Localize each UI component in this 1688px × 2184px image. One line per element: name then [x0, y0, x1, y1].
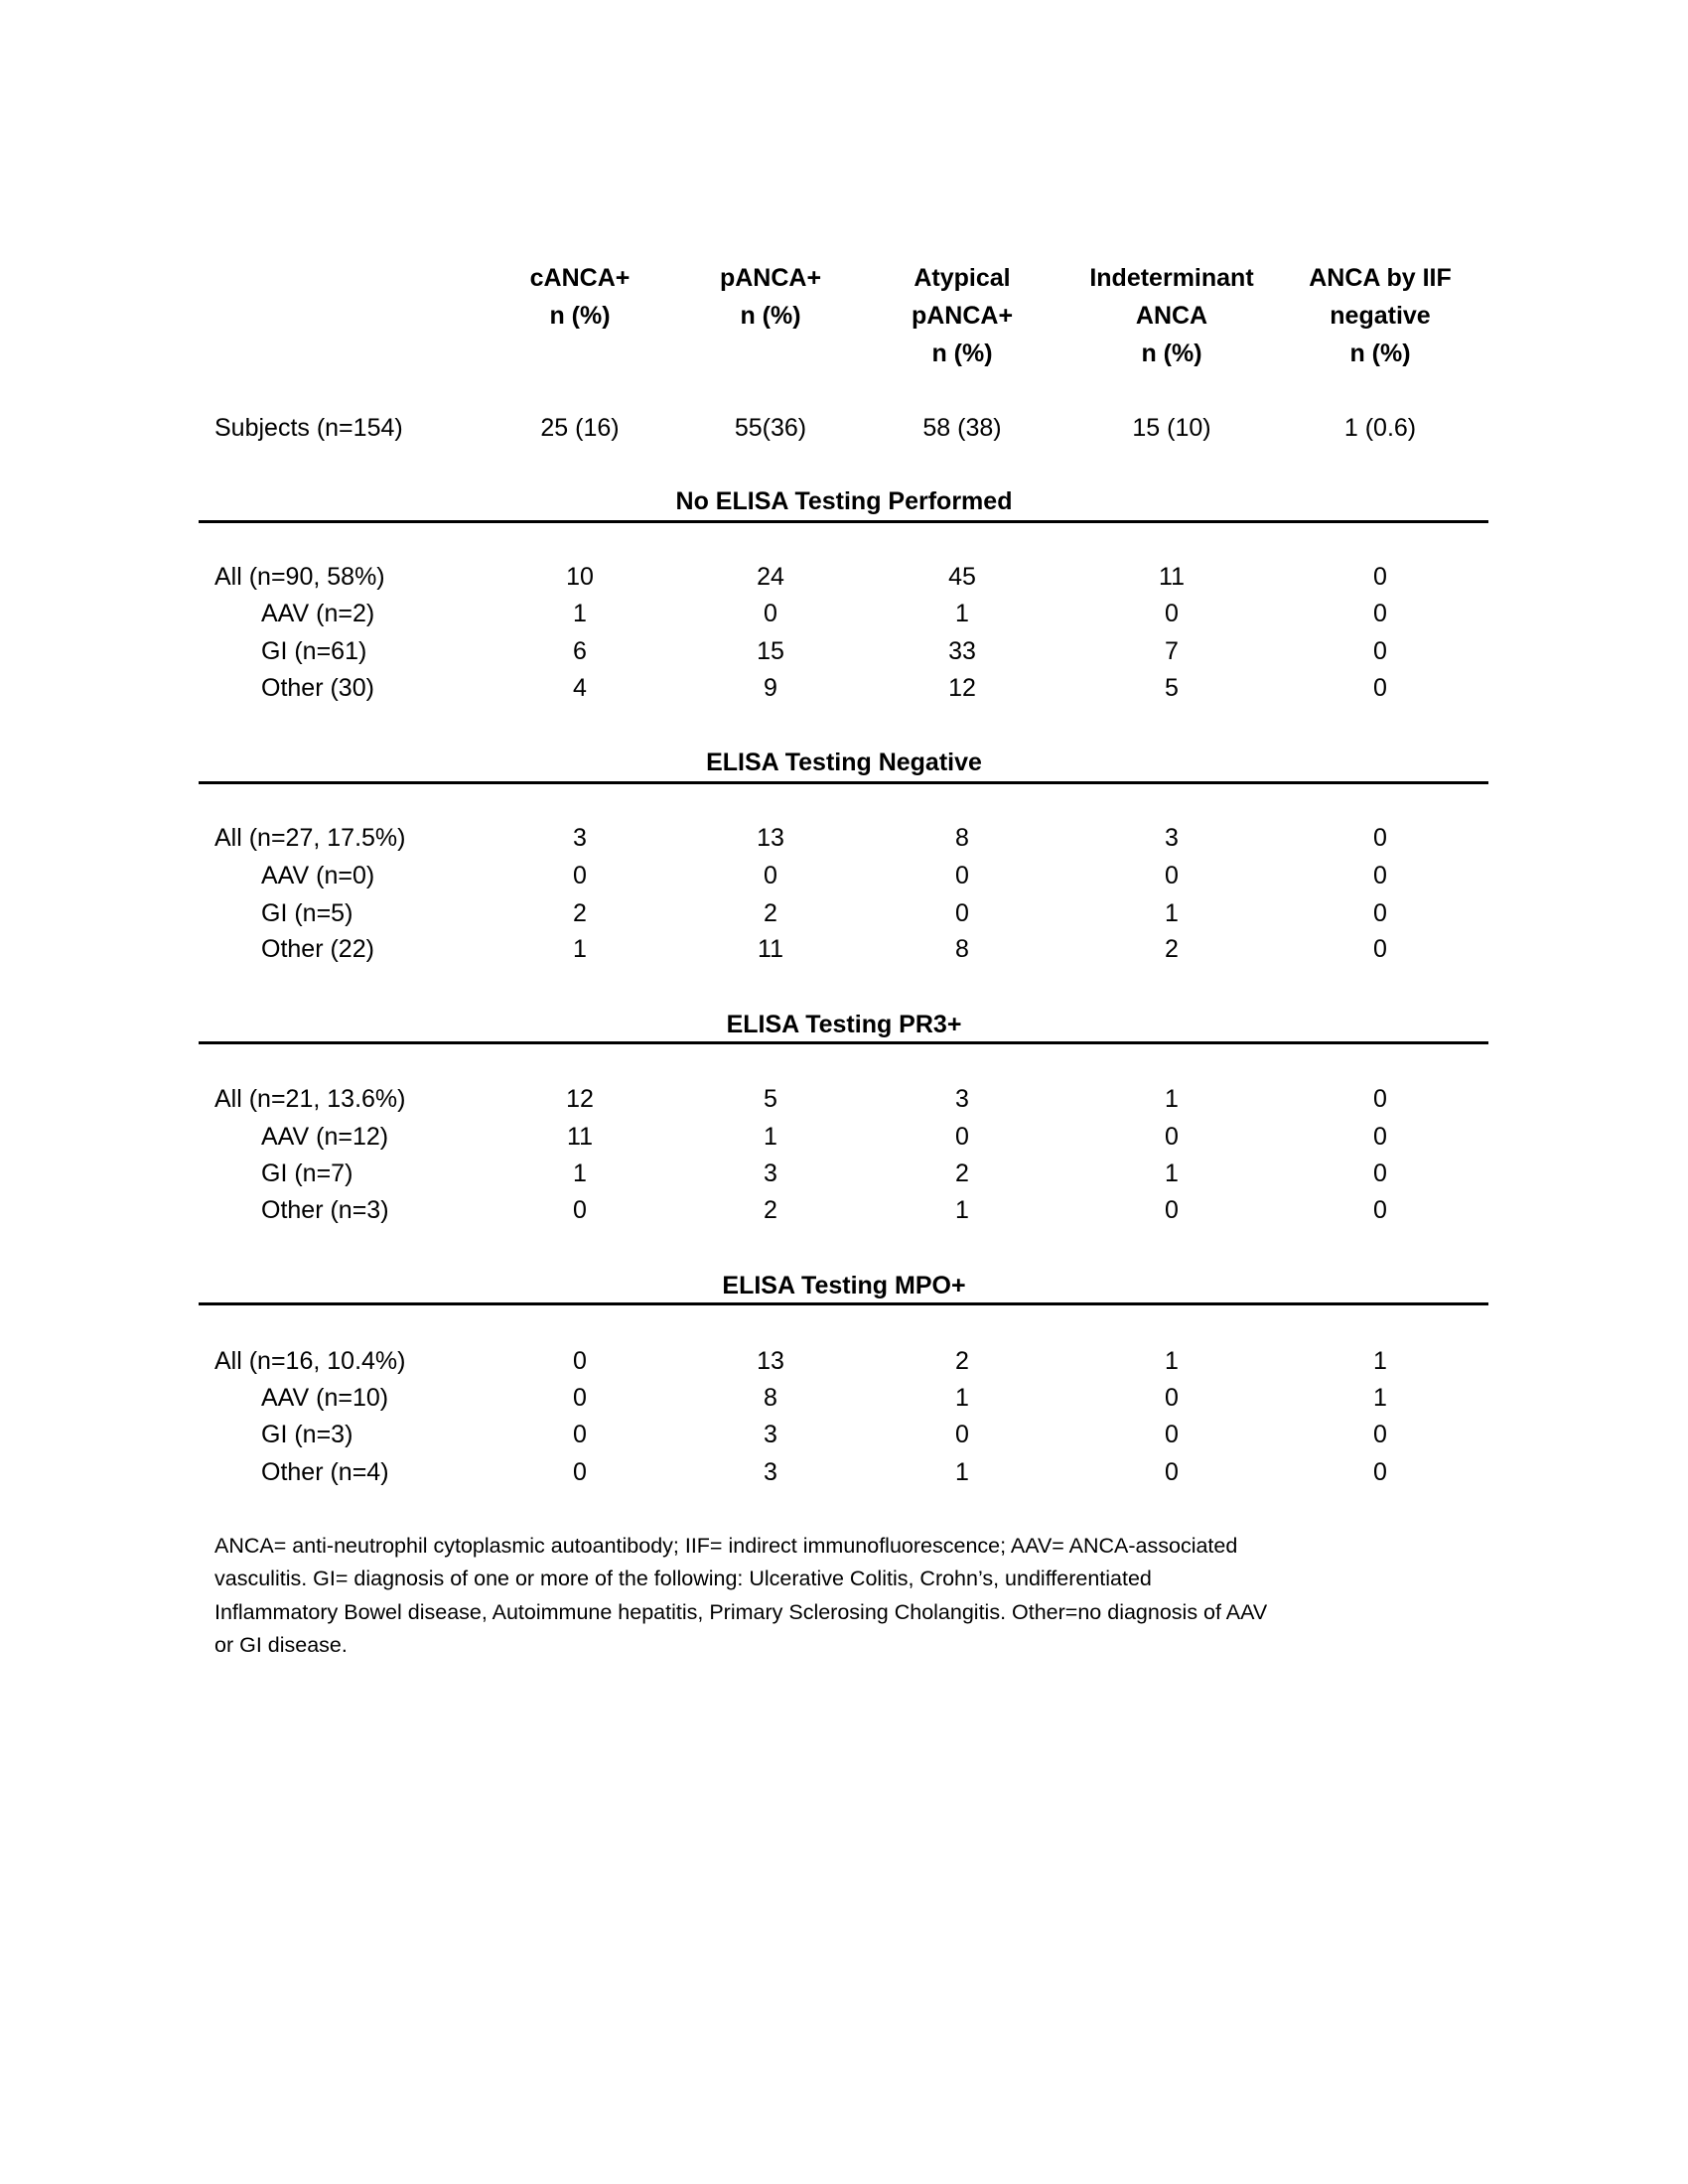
- table-cell: 1: [955, 1384, 969, 1412]
- table-cell: 0: [1373, 1085, 1387, 1113]
- table-cell: 0: [1165, 1421, 1179, 1448]
- table-cell: 55(36): [734, 414, 807, 442]
- table-cell: 0: [1373, 1458, 1387, 1486]
- column-header: Indeterminant: [1089, 264, 1254, 292]
- table-cell: 2: [573, 899, 587, 927]
- table-cell: 11: [567, 1123, 593, 1151]
- column-header: pANCA+: [719, 264, 822, 292]
- table-cell: 3: [955, 1085, 969, 1113]
- table-cell: 13: [757, 824, 784, 852]
- table-cell: 58 (38): [922, 414, 1002, 442]
- table-cell: 0: [1165, 1458, 1179, 1486]
- footnote-line: or GI disease.: [214, 1633, 348, 1657]
- table-cell: 10: [566, 563, 594, 591]
- column-header: pANCA+: [911, 302, 1014, 330]
- table-cell: 1: [955, 1458, 969, 1486]
- table-cell: 3: [764, 1458, 777, 1486]
- table-cell: 11: [1159, 563, 1185, 591]
- table-cell: 1: [573, 935, 587, 963]
- table-cell: 0: [1373, 862, 1387, 889]
- table-cell: 1: [764, 1123, 777, 1151]
- table-cell: 5: [764, 1085, 777, 1113]
- row-label: All (n=21, 13.6%): [214, 1085, 406, 1113]
- row-label: Other (30): [261, 674, 374, 702]
- table-cell: 0: [573, 1421, 587, 1448]
- table-cell: 1: [1165, 1085, 1179, 1113]
- section-title: ELISA Testing MPO+: [722, 1272, 966, 1299]
- column-header: n (%): [1349, 340, 1411, 367]
- table-cell: 0: [1373, 563, 1387, 591]
- row-label: All (n=27, 17.5%): [214, 824, 406, 852]
- table-cell: 0: [1373, 935, 1387, 963]
- table-cell: 7: [1165, 637, 1179, 665]
- table-cell: 0: [1373, 1123, 1387, 1151]
- table-cell: 1: [573, 1160, 587, 1187]
- section-divider: [199, 781, 1488, 784]
- table-cell: 0: [573, 1384, 587, 1412]
- section-divider: [199, 1041, 1488, 1044]
- column-header: cANCA+: [529, 264, 631, 292]
- table-cell: 0: [1165, 600, 1179, 627]
- row-label: Other (n=3): [261, 1196, 389, 1224]
- table-cell: 0: [573, 1196, 587, 1224]
- table-cell: 9: [764, 674, 777, 702]
- table-cell: 4: [573, 674, 587, 702]
- table-cell: 0: [955, 862, 969, 889]
- table-cell: 0: [764, 600, 777, 627]
- section-title: No ELISA Testing Performed: [675, 487, 1013, 515]
- table-cell: 2: [1165, 935, 1179, 963]
- table-cell: 1: [1165, 1347, 1179, 1375]
- table-cell: 3: [764, 1421, 777, 1448]
- table-cell: 1: [1165, 899, 1179, 927]
- table-cell: 2: [955, 1160, 969, 1187]
- row-label: AAV (n=0): [261, 862, 375, 889]
- section-divider: [199, 1302, 1488, 1305]
- table-cell: 1: [1165, 1160, 1179, 1187]
- table-cell: 33: [948, 637, 976, 665]
- footnote-line: vasculitis. GI= diagnosis of one or more of the following: Ulcerative Colitis, Crohn’s, undifferentiated: [214, 1567, 1152, 1590]
- table-cell: 3: [1165, 824, 1179, 852]
- table-cell: 0: [1165, 1384, 1179, 1412]
- row-label: GI (n=5): [261, 899, 353, 927]
- row-label: GI (n=61): [261, 637, 367, 665]
- column-header: ANCA by IIF: [1309, 264, 1452, 292]
- table-cell: 0: [1373, 1160, 1387, 1187]
- table-cell: 0: [1373, 824, 1387, 852]
- table-cell: 12: [566, 1085, 594, 1113]
- footnote-line: ANCA= anti-neutrophil cytoplasmic autoantibody; IIF= indirect immunofluorescence; AAV= ANCA-associated: [214, 1534, 1238, 1558]
- footnote-line: Inflammatory Bowel disease, Autoimmune hepatitis, Primary Sclerosing Cholangitis. Other=no diagnosis of AAV: [214, 1600, 1268, 1624]
- table-cell: 1: [955, 600, 969, 627]
- table-cell: 0: [1165, 1196, 1179, 1224]
- table-cell: 0: [955, 1123, 969, 1151]
- table-cell: 0: [573, 1347, 587, 1375]
- section-title: ELISA Testing Negative: [706, 749, 982, 776]
- table-cell: 3: [764, 1160, 777, 1187]
- column-header: n (%): [740, 302, 801, 330]
- table-cell: 2: [764, 899, 777, 927]
- row-label: AAV (n=12): [261, 1123, 389, 1151]
- table-cell: 0: [1373, 674, 1387, 702]
- table-cell: 0: [1373, 899, 1387, 927]
- table-cell: 15 (10): [1132, 414, 1211, 442]
- table-cell: 1: [955, 1196, 969, 1224]
- row-label: All (n=90, 58%): [214, 563, 385, 591]
- table-cell: 45: [948, 563, 976, 591]
- table-cell: 0: [1373, 600, 1387, 627]
- column-header: n (%): [931, 340, 993, 367]
- table-cell: 0: [1373, 1196, 1387, 1224]
- row-label: GI (n=3): [261, 1421, 353, 1448]
- column-header: n (%): [1141, 340, 1202, 367]
- table-cell: 1: [573, 600, 587, 627]
- table-cell: 0: [573, 862, 587, 889]
- table-cell: 0: [1165, 862, 1179, 889]
- column-header: n (%): [549, 302, 611, 330]
- table-cell: 25 (16): [540, 414, 620, 442]
- table-cell: 0: [1373, 1421, 1387, 1448]
- row-label: AAV (n=10): [261, 1384, 389, 1412]
- table-cell: 2: [764, 1196, 777, 1224]
- row-label: Other (n=4): [261, 1458, 389, 1486]
- table-cell: 0: [573, 1458, 587, 1486]
- table-cell: 2: [955, 1347, 969, 1375]
- table-cell: 8: [955, 824, 969, 852]
- table-cell: 24: [757, 563, 784, 591]
- table-cell: 5: [1165, 674, 1179, 702]
- table-cell: 13: [757, 1347, 784, 1375]
- table-cell: 8: [764, 1384, 777, 1412]
- column-header: Atypical: [914, 264, 1011, 292]
- table-cell: 11: [758, 935, 783, 963]
- row-label: Other (22): [261, 935, 374, 963]
- table-cell: 8: [955, 935, 969, 963]
- column-header: ANCA: [1135, 302, 1208, 330]
- table-cell: 15: [757, 637, 784, 665]
- table-cell: 1: [1373, 1347, 1387, 1375]
- table-cell: 0: [764, 862, 777, 889]
- table-cell: 0: [1373, 637, 1387, 665]
- section-title: ELISA Testing PR3+: [726, 1011, 962, 1038]
- table-cell: 0: [1165, 1123, 1179, 1151]
- table-cell: 12: [948, 674, 976, 702]
- row-label-subjects: Subjects (n=154): [214, 414, 403, 442]
- row-label: GI (n=7): [261, 1160, 353, 1187]
- column-header: negative: [1330, 302, 1431, 330]
- table-cell: 0: [955, 899, 969, 927]
- table-cell: 0: [955, 1421, 969, 1448]
- table-cell: 6: [573, 637, 587, 665]
- table-cell: 1: [1373, 1384, 1387, 1412]
- table-cell: 1 (0.6): [1343, 414, 1417, 442]
- section-divider: [199, 520, 1488, 523]
- row-label: All (n=16, 10.4%): [214, 1347, 406, 1375]
- row-label: AAV (n=2): [261, 600, 375, 627]
- table-cell: 3: [573, 824, 587, 852]
